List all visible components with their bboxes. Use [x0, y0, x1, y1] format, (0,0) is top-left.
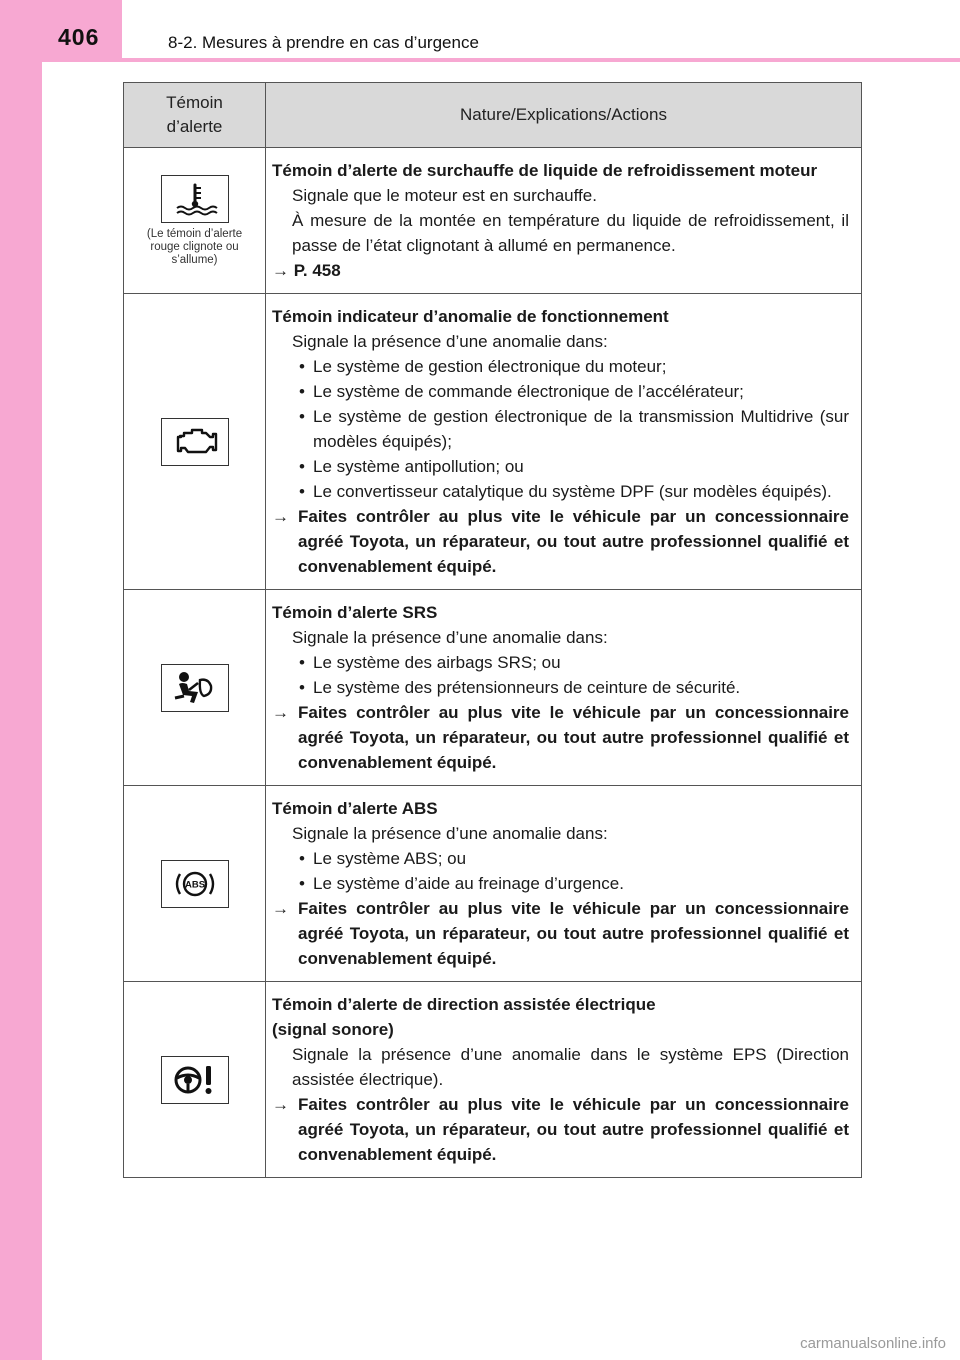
arrow-icon: → [272, 1095, 289, 1114]
row-title: Témoin d’alerte de direction assistée électrique [272, 995, 656, 1014]
text-cell [266, 294, 862, 590]
coolant-temperature-icon [161, 175, 229, 223]
row-subtitle: (signal sonore) [272, 1020, 394, 1039]
page-reference: → P. 458 [272, 261, 341, 280]
intro-line: Signale la présence d’une anomalie dans: [292, 628, 608, 647]
header-band [0, 0, 960, 62]
text-cell [266, 148, 862, 294]
list-item: • Le système des airbags SRS; ou [272, 650, 849, 675]
row-title: Témoin d’alerte SRS [272, 603, 438, 622]
arrow-icon: → [272, 261, 289, 280]
icon-cell [124, 590, 266, 786]
header-warning-light: Témoin d’alerte [124, 83, 266, 148]
explanation-line: À mesure de la montée en température du liquide de refroidissement, il passe de l’état clignotant à allumé en permanence. [292, 211, 849, 255]
section-title: 8-2. Mesures à prendre en cas d’urgence [168, 33, 479, 52]
list-item: • Le système ABS; ou [272, 846, 849, 871]
icon-cell [124, 786, 266, 982]
row-title: Témoin d’alerte de surchauffe de liquide de refroidissement moteur [272, 161, 818, 180]
list-item: • Le système de gestion électronique du moteur; [272, 354, 849, 379]
table-row [124, 786, 862, 982]
table-header-row [124, 83, 862, 148]
header-explanations: Nature/Explications/Actions [266, 83, 862, 148]
action-line: → Faites contrôler au plus vite le véhicule par un concessionnaire agréé Toyota, un réparateur, ou tout autre professionnel qualifié et convenablement équipé. [272, 896, 849, 971]
text-cell [266, 590, 862, 786]
arrow-icon: → [272, 703, 289, 722]
table-row [124, 294, 862, 590]
list-item: • Le convertisseur catalytique du système DPF (sur modèles équipés). [272, 479, 849, 504]
check-engine-icon [161, 418, 229, 466]
srs-airbag-icon [161, 664, 229, 712]
intro-line: Signale la présence d’une anomalie dans: [292, 824, 608, 843]
table-row [124, 982, 862, 1178]
action-line: → Faites contrôler au plus vite le véhicule par un concessionnaire agréé Toyota, un réparateur, ou tout autre professionnel qualifié et convenablement équipé. [272, 1092, 849, 1167]
eps-steering-warning-icon [161, 1056, 229, 1104]
intro-line: Signale la présence d’une anomalie dans le système EPS (Direction assistée électrique). [292, 1045, 849, 1089]
warning-lights-table [123, 82, 862, 1178]
icon-cell [124, 148, 266, 294]
intro-line: Signale la présence d’une anomalie dans: [292, 332, 608, 351]
row-title: Témoin indicateur d’anomalie de fonctionnement [272, 307, 669, 326]
icon-cell [124, 982, 266, 1178]
explanation-line: Signale que le moteur est en surchauffe. [292, 186, 597, 205]
action-line: → Faites contrôler au plus vite le véhicule par un concessionnaire agréé Toyota, un réparateur, ou tout autre professionnel qualifié et convenablement équipé. [272, 700, 849, 775]
arrow-icon: → [272, 507, 289, 526]
text-cell [266, 982, 862, 1178]
page-number: 406 [58, 24, 100, 50]
text-cell [266, 786, 862, 982]
list-item: • Le système antipollution; ou [272, 454, 849, 479]
table-row [124, 148, 862, 294]
list-item: • Le système des prétensionneurs de ceinture de sécurité. [272, 675, 849, 700]
footer-watermark: carmanualsonline.info [800, 1335, 946, 1352]
abs-icon [161, 860, 229, 908]
list-item: • Le système de commande électronique de l’accélérateur; [272, 379, 849, 404]
side-color-band [0, 0, 42, 1360]
arrow-icon: → [272, 899, 289, 918]
row-title: Témoin d’alerte ABS [272, 799, 438, 818]
abs-icon-text: ABS [184, 879, 205, 890]
list-item: • Le système d’aide au freinage d’urgence. [272, 871, 849, 896]
icon-cell [124, 294, 266, 590]
table-row [124, 590, 862, 786]
icon-note: (Le témoin d’alerte rouge clignote ou s’allume) [146, 227, 243, 266]
action-line: → Faites contrôler au plus vite le véhicule par un concessionnaire agréé Toyota, un réparateur, ou tout autre professionnel qualifié et convenablement équipé. [272, 504, 849, 579]
list-item: • Le système de gestion électronique de la transmission Multidrive (sur modèles équipés); [272, 404, 849, 454]
